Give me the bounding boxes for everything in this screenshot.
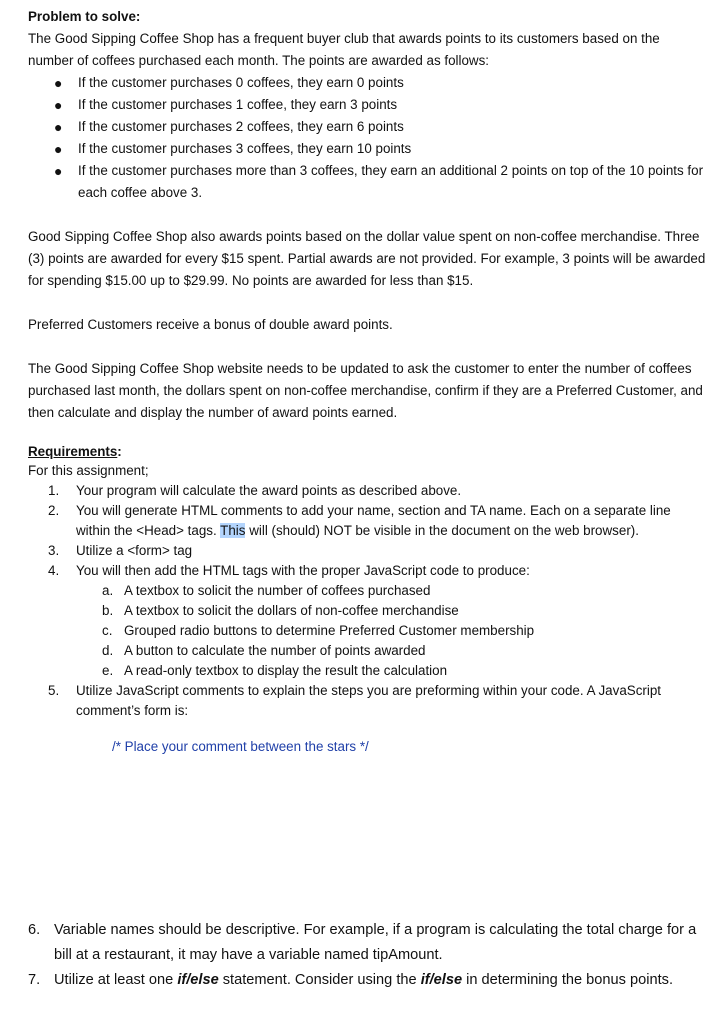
sub-list-item: e. A read-only textbox to display the result the calculation [102, 663, 448, 678]
sub-list [76, 581, 708, 681]
js-comment-example: /* Place your comment between the stars */ [112, 739, 369, 754]
problem-heading: Problem to solve: [28, 9, 141, 24]
list-item: 1. Your program will calculate the award points as described above. [48, 483, 462, 498]
list-item: 6. Variable names should be descriptive. For example, if a program is calculating the total charge for a bill at a restaurant, it may have a variable named tipAmount. [28, 922, 697, 963]
list-item: 5. Utilize JavaScript comments to explain the steps you are preforming within your code. A JavaScript comment’s form is: [48, 683, 661, 718]
points-bullet-list [28, 72, 708, 204]
bullet-icon: ● [54, 75, 63, 91]
sub-list-item: c. Grouped radio buttons to determine Preferred Customer membership [102, 623, 535, 638]
website-paragraph: The Good Sipping Coffee Shop website needs to be updated to ask the customer to enter the number of coffees purchased last month, the dollars spent on non-coffee merchandise, confirm if they are a Preferred Customer, and then calculate and display the number of award points earned. [28, 361, 703, 420]
requirements-heading: Requirements: [28, 444, 122, 459]
sub-list-item: a. A textbox to solicit the number of coffees purchased [102, 583, 431, 598]
bullet-icon: ● [54, 119, 63, 135]
requirements-lead: For this assignment; [28, 463, 149, 478]
bullet-icon: ● [54, 141, 63, 157]
list-item: 3. Utilize a <form> tag [48, 543, 193, 558]
requirements-list-continued [28, 918, 708, 993]
list-item: 4. You will then add the HTML tags with the proper JavaScript code to produce: a. A textbox to solicit the number of coffees purchased b. A textbox to solicit the dollars of non-coffee merchandise c. Grouped radio buttons to determine Preferred Customer membership d. A button to calculate the number of points awarded e. A read-only textbox to display the result the calculation [28, 561, 708, 681]
selected-text: This [220, 523, 246, 538]
list-item: ● If the customer purchases more than 3 coffees, they earn an additional 2 points on top of the 10 points for each coffee above 3. [28, 160, 708, 204]
preferred-paragraph: Preferred Customers receive a bonus of double award points. [28, 317, 393, 332]
list-item: 2. You will generate HTML comments to add your name, section and TA name. Each on a separate line within the <Head> tags. This will (should) NOT be visible in the document on the web browser). [48, 503, 671, 538]
list-item: ● If the customer purchases 1 coffee, they earn 3 points [28, 94, 708, 116]
merchandise-paragraph: Good Sipping Coffee Shop also awards points based on the dollar value spent on non-coffee merchandise. Three (3) points are awarded for every $15 spent. Partial awards are not provided. For example, 3 points will be awarded for spending $15.00 up to $29.99. No points are awarded for less than $15. [28, 229, 706, 288]
list-item: ● If the customer purchases 3 coffees, they earn 10 points [28, 138, 708, 160]
problem-intro: The Good Sipping Coffee Shop has a frequent buyer club that awards points to its customers based on the number of coffees purchased each month. The points are awarded as follows: [28, 31, 660, 68]
requirements-list [28, 481, 708, 721]
sub-list-item: b. A textbox to solicit the dollars of non-coffee merchandise [102, 603, 459, 618]
list-item: ● If the customer purchases 2 coffees, they earn 6 points [28, 116, 708, 138]
list-item: ● If the customer purchases 0 coffees, they earn 0 points [28, 72, 708, 94]
bullet-icon: ● [54, 97, 63, 113]
bullet-icon: ● [54, 163, 63, 179]
requirements-section [28, 461, 708, 757]
sub-list-item: d. A button to calculate the number of points awarded [102, 643, 426, 658]
document-page [28, 6, 708, 988]
list-item: 7. Utilize at least one if/else statement. Consider using the if/else in determining the bonus points. [28, 972, 673, 988]
